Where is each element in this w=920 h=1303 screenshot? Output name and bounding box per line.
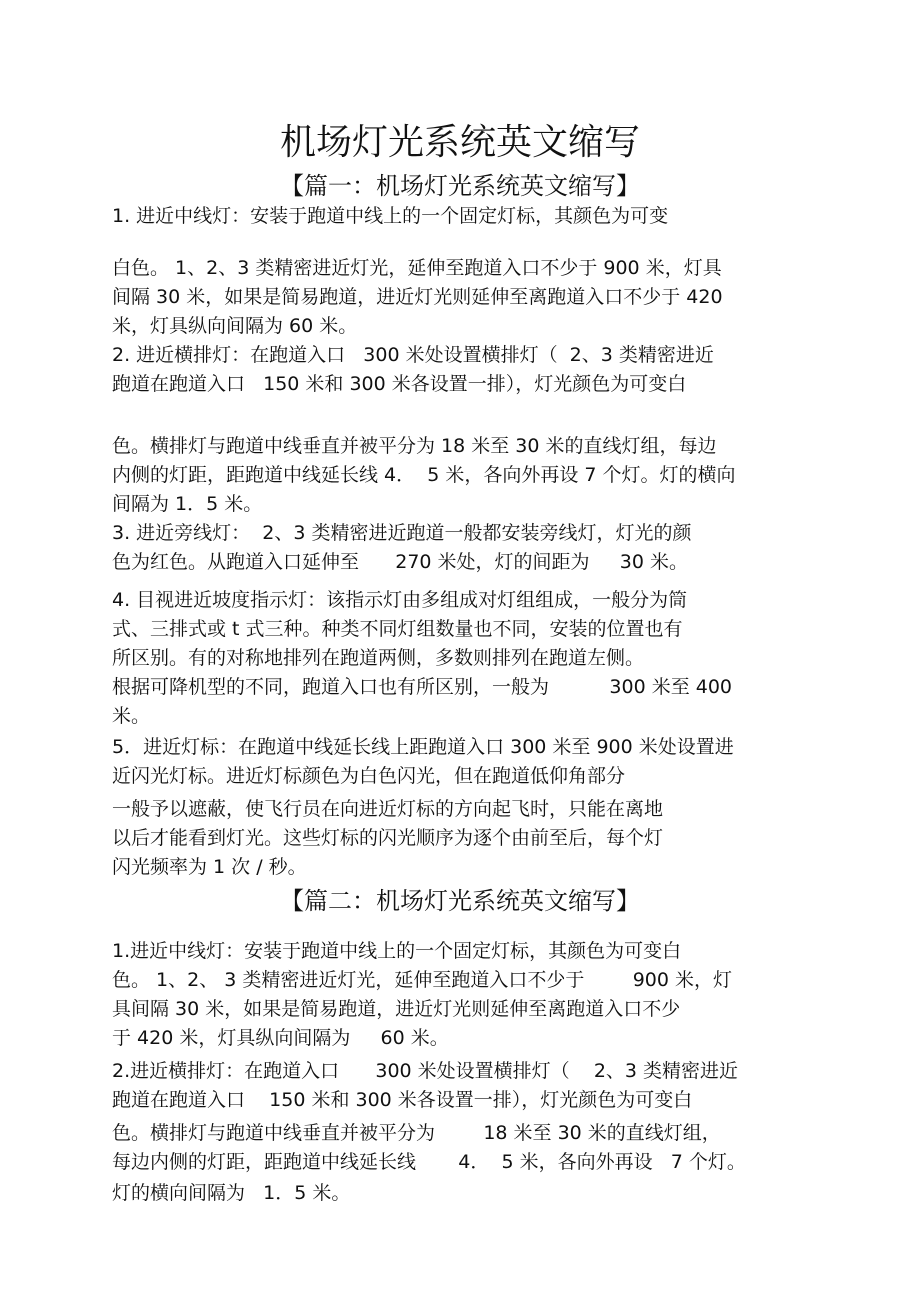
text-line: 白色。 1、2、3 类精密进近灯光，延伸至跑道入口不少于 900 米，灯具 bbox=[112, 257, 722, 279]
text-line: 间隔为 1．5 米。 bbox=[112, 493, 263, 515]
text-line: 色。横排灯与跑道中线垂直并被平分为 18 米至 30 米的直线灯组， bbox=[112, 1122, 721, 1144]
text-line: 色。 1、2、 3 类精密进近灯光，延伸至跑道入口不少于 900 米，灯 bbox=[112, 969, 733, 991]
text-line: 3. 进近旁线灯： 2、3 类精密进近跑道一般都安装旁线灯，灯光的颜 bbox=[112, 522, 692, 544]
text-line: 灯的横向间隔为 1．5 米。 bbox=[112, 1182, 351, 1204]
text-line: 5．进近灯标：在跑道中线延长线上距跑道入口 300 米至 900 米处设置进 bbox=[112, 736, 734, 758]
text-line: 1.进近中线灯：安装于跑道中线上的一个固定灯标，其颜色为可变白 bbox=[112, 940, 682, 962]
text-line: 4. 目视进近坡度指示灯：该指示灯由多组成对灯组组成，一般分为筒 bbox=[112, 589, 688, 611]
text-line: 以后才能看到灯光。这些灯标的闪光顺序为逐个由前至后，每个灯 bbox=[112, 827, 664, 849]
text-line: 色为红色。从跑道入口延伸至 270 米处，灯的间距为 30 米。 bbox=[112, 551, 688, 573]
text-line: 所区别。有的对称地排列在跑道两侧，多数则排列在跑道左侧。 bbox=[112, 647, 645, 669]
text-line: 闪光频率为 1 次 / 秒。 bbox=[112, 856, 307, 878]
text-line: 于 420 米，灯具纵向间隔为 60 米。 bbox=[112, 1027, 449, 1049]
section-heading-1: 【篇一：机场灯光系统英文缩写】 bbox=[280, 172, 640, 200]
text-line: 1. 进近中线灯：安装于跑道中线上的一个固定灯标，其颜色为可变 bbox=[112, 205, 669, 227]
text-line: 具间隔 30 米，如果是简易跑道，进近灯光则延伸至离跑道入口不少 bbox=[112, 998, 681, 1020]
section-heading-2: 【篇二：机场灯光系统英文缩写】 bbox=[280, 887, 640, 915]
text-line: 根据可降机型的不同，跑道入口也有所区别，一般为 300 米至 400 bbox=[112, 676, 733, 698]
text-line: 式、三排式或 t 式三种。种类不同灯组数量也不同，安装的位置也有 bbox=[112, 618, 683, 640]
text-line: 间隔 30 米，如果是简易跑道，进近灯光则延伸至离跑道入口不少于 420 bbox=[112, 286, 723, 308]
text-line: 色。横排灯与跑道中线垂直并被平分为 18 米至 30 米的直线灯组，每边 bbox=[112, 435, 717, 457]
text-line: 内侧的灯距，距跑道中线延长线 4． 5 米，各向外再设 7 个灯。灯的横向 bbox=[112, 464, 736, 486]
text-line: 一般予以遮蔽，使飞行员在向进近灯标的方向起飞时，只能在离地 bbox=[112, 798, 664, 820]
document-title: 机场灯光系统英文缩写 bbox=[279, 122, 640, 163]
text-line: 米。 bbox=[112, 705, 151, 727]
text-line: 2. 进近横排灯：在跑道入口 300 米处设置横排灯（ 2、3 类精密进近 bbox=[112, 344, 714, 366]
text-line: 近闪光灯标。进近灯标颜色为白色闪光，但在跑道低仰角部分 bbox=[112, 765, 626, 787]
text-line: 米，灯具纵向间隔为 60 米。 bbox=[112, 315, 358, 337]
text-line: 跑道在跑道入口 150 米和 300 米各设置一排），灯光颜色为可变白 bbox=[112, 373, 687, 395]
text-line: 每边内侧的灯距，距跑道中线延长线 4． 5 米，各向外再设 7 个灯。 bbox=[112, 1151, 746, 1173]
text-line: 2.进近横排灯：在跑道入口 300 米处设置横排灯（ 2、3 类精密进近 bbox=[112, 1060, 739, 1082]
text-line: 跑道在跑道入口 150 米和 300 米各设置一排），灯光颜色为可变白 bbox=[112, 1089, 693, 1111]
